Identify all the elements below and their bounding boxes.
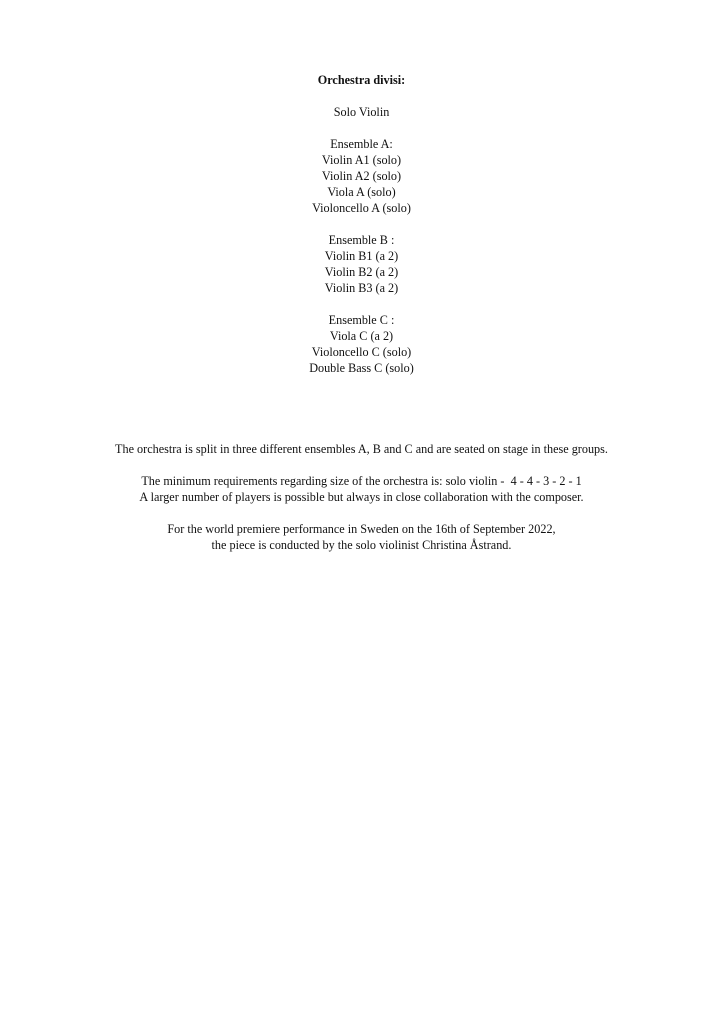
premiere-note: For the world premiere performance in Sweden on the 16th of September 2022, <box>167 522 556 536</box>
ensemble-a-part: Violoncello A (solo) <box>312 201 411 215</box>
ensemble-c-part: Violoncello C (solo) <box>311 345 412 359</box>
page-title: Orchestra divisi: <box>317 73 406 87</box>
ensemble-c-heading: Ensemble C : <box>328 313 395 327</box>
ensemble-c-part: Double Bass C (solo) <box>309 361 414 375</box>
seating-note: The orchestra is split in three different ensembles A, B and C and are seated on stage in these groups. <box>115 442 608 456</box>
ensemble-a-part: Violin A1 (solo) <box>321 153 402 167</box>
ensemble-b-heading: Ensemble B : <box>328 233 395 247</box>
ensemble-b-part: Violin B3 (a 2) <box>324 281 399 295</box>
performance-notes <box>0 441 723 553</box>
instrumentation-list <box>0 72 723 376</box>
conductor-note: the piece is conducted by the solo violinist Christina Åstrand. <box>211 538 512 552</box>
minimum-requirements-note: The minimum requirements regarding size of the orchestra is: solo violin - 4 - 4 - 3 - 2 - 1 <box>141 474 582 488</box>
ensemble-c-part: Viola C (a 2) <box>329 329 394 343</box>
ensemble-b-part: Violin B1 (a 2) <box>324 249 399 263</box>
larger-orchestra-note: A larger number of players is possible but always in close collaboration with the composer. <box>139 490 584 504</box>
ensemble-a-part: Viola A (solo) <box>327 185 396 199</box>
ensemble-b-part: Violin B2 (a 2) <box>324 265 399 279</box>
ensemble-a-part: Violin A2 (solo) <box>321 169 402 183</box>
ensemble-a-heading: Ensemble A: <box>330 137 393 151</box>
soloist-label: Solo Violin <box>333 105 390 119</box>
